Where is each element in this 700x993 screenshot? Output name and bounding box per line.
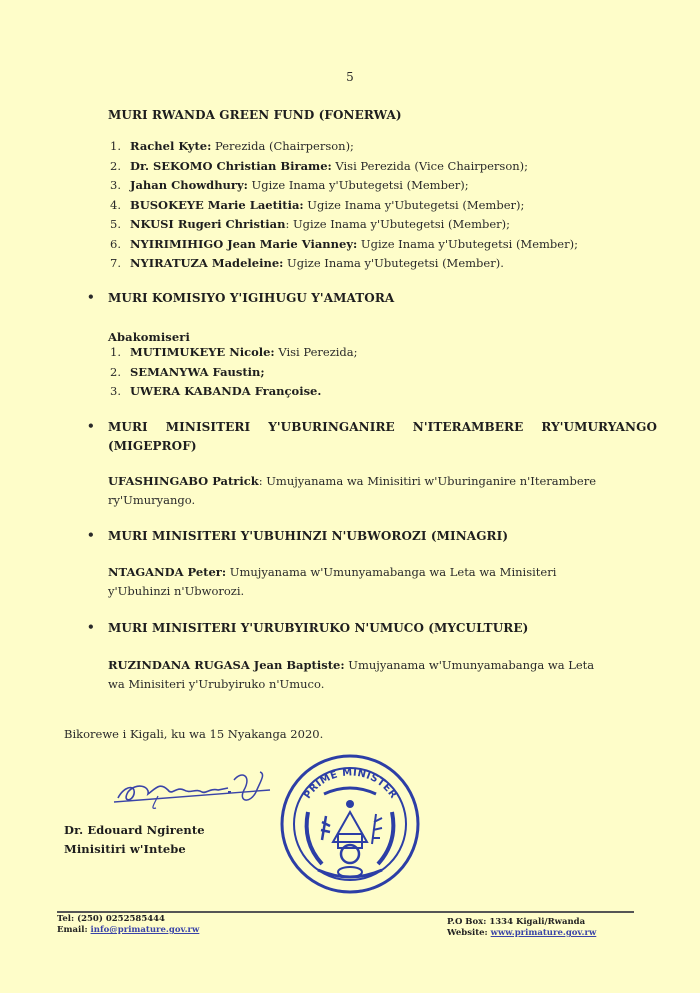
- member-name: UWERA KABANDA Françoise.: [130, 384, 322, 398]
- item-number: 2.: [110, 364, 121, 379]
- komisiyo-member-list: [110, 343, 358, 402]
- page-number: 5: [346, 70, 354, 84]
- footer-pobox: P.O Box: 1334 Kigali/Rwanda: [447, 917, 586, 927]
- member-name: Jahan Chowdhury:: [130, 178, 248, 192]
- komisiyo-subheading: Abakomiseri: [108, 330, 190, 344]
- fonerwa-member-list: [110, 137, 578, 274]
- member-name: NYIRIMIHIGO Jean Marie Vianney:: [130, 236, 358, 251]
- list-item: [110, 254, 578, 274]
- member-name: BUSOKEYE Marie Laetitia:: [130, 197, 304, 212]
- member-role: Visi Perezida;: [274, 345, 358, 359]
- member-role: Ugize Inama y'Ubutegetsi (Member);: [303, 197, 525, 212]
- komisiyo-heading: MURI KOMISIYO Y'IGIHUGU Y'AMATORA: [108, 291, 395, 305]
- item-number: 1.: [110, 139, 121, 153]
- prime-minister-stamp-icon: [278, 752, 423, 895]
- member-name: Dr. SEKOMO Christian Birame:: [130, 158, 332, 173]
- person-role: Umujyanama w'Umunyamabanga wa Leta wa Minisiteri: [226, 565, 557, 579]
- member-name: Rachel Kyte:: [130, 139, 212, 153]
- signatory-name: Dr. Edouard Ngirente: [64, 823, 205, 837]
- member-role: Ugize Inama y'Ubutegetsi (Member);: [357, 236, 578, 251]
- myculture-heading: MURI MINISITERI Y'URUBYIRUKO N'UMUCO (MYCULTURE): [108, 621, 529, 635]
- list-item: [110, 137, 578, 157]
- signatory-title: Minisitiri w'Intebe: [64, 842, 186, 856]
- myculture-paragraph-line1: [108, 658, 594, 672]
- member-role: Perezida (Chairperson);: [211, 139, 354, 153]
- bullet-icon: •: [87, 528, 95, 542]
- website-label: Website:: [447, 928, 491, 938]
- member-role: Visi Perezida (Vice Chairperson);: [331, 158, 529, 173]
- website-link[interactable]: www.primature.gov.rw: [490, 928, 597, 938]
- bullet-icon: •: [87, 290, 95, 304]
- minagri-paragraph-line1: [108, 565, 657, 579]
- signature-icon: [110, 768, 275, 813]
- member-role: Ugize Inama y'Ubutegetsi (Member);: [247, 178, 469, 192]
- member-name: NKUSI Rugeri Christian: [130, 217, 286, 231]
- item-number: 6.: [110, 236, 121, 251]
- member-role: : Ugize Inama y'Ubutegetsi (Member);: [285, 217, 511, 231]
- list-item: [110, 196, 578, 216]
- email-label: Email:: [57, 925, 91, 935]
- item-number: 3.: [110, 384, 121, 398]
- person-role: Umujyanama w'Umunyamabanga wa Leta: [344, 658, 595, 672]
- item-number: 3.: [110, 178, 121, 192]
- member-name: SEMANYWA Faustin;: [130, 364, 265, 379]
- item-number: 1.: [110, 345, 121, 359]
- item-number: 5.: [110, 217, 121, 231]
- list-item: [110, 157, 578, 177]
- footer-email-line: [57, 925, 199, 936]
- bullet-icon: •: [87, 620, 95, 634]
- footer-contact-left: [57, 914, 199, 936]
- list-item: [110, 176, 578, 196]
- email-link[interactable]: info@primature.gov.rw: [90, 925, 200, 935]
- migeprof-heading-line1: MURI MINISITERI Y'UBURINGANIRE N'ITERAMBERE RY'UMURYANGO: [108, 420, 657, 434]
- person-name: NTAGANDA Peter:: [108, 565, 227, 579]
- list-item: [110, 235, 578, 255]
- myculture-paragraph-line2: wa Minisiteri y'Urubyiruko n'Umuco.: [108, 677, 325, 691]
- footer-divider: [57, 911, 634, 913]
- stamp-text: PRIME MINISTER: [302, 767, 399, 801]
- list-item: [110, 363, 358, 383]
- list-item: [110, 382, 358, 402]
- minagri-heading: MURI MINISITERI Y'UBUHINZI N'UBWOROZI (MINAGRI): [108, 529, 509, 543]
- svg-text:PRIME MINISTER: [302, 767, 399, 801]
- person-role: : Umujyanama wa Minisitiri w'Uburinganire n'Iterambere: [258, 474, 597, 488]
- migeprof-paragraph-line1: [108, 474, 657, 488]
- migeprof-heading-line2: (MIGEPROF): [108, 439, 197, 453]
- member-name: MUTIMUKEYE Nicole:: [130, 345, 275, 359]
- item-number: 7.: [110, 256, 121, 270]
- migeprof-paragraph-line2: ry'Umuryango.: [108, 493, 196, 507]
- item-number: 4.: [110, 197, 121, 212]
- fonerwa-heading: MURI RWANDA GREEN FUND (FONERWA): [108, 108, 402, 122]
- person-name: UFASHINGABO Patrick: [108, 474, 259, 488]
- minagri-paragraph-line2: y'Ubuhinzi n'Ubworozi.: [108, 584, 245, 598]
- person-name: RUZINDANA RUGASA Jean Baptiste:: [108, 658, 345, 672]
- place-and-date: Bikorewe i Kigali, ku wa 15 Nyakanga 2020.: [64, 727, 324, 741]
- footer-tel: Tel: (250) 0252585444: [57, 914, 165, 924]
- member-name: NYIRATUZA Madeleine:: [130, 256, 284, 270]
- footer-website-line: [447, 928, 596, 939]
- list-item: [110, 215, 578, 235]
- list-item: [110, 343, 358, 363]
- member-role: Ugize Inama y'Ubutegetsi (Member).: [283, 256, 504, 270]
- item-number: 2.: [110, 158, 121, 173]
- bullet-icon: •: [87, 419, 95, 433]
- footer-contact-right: [447, 917, 596, 939]
